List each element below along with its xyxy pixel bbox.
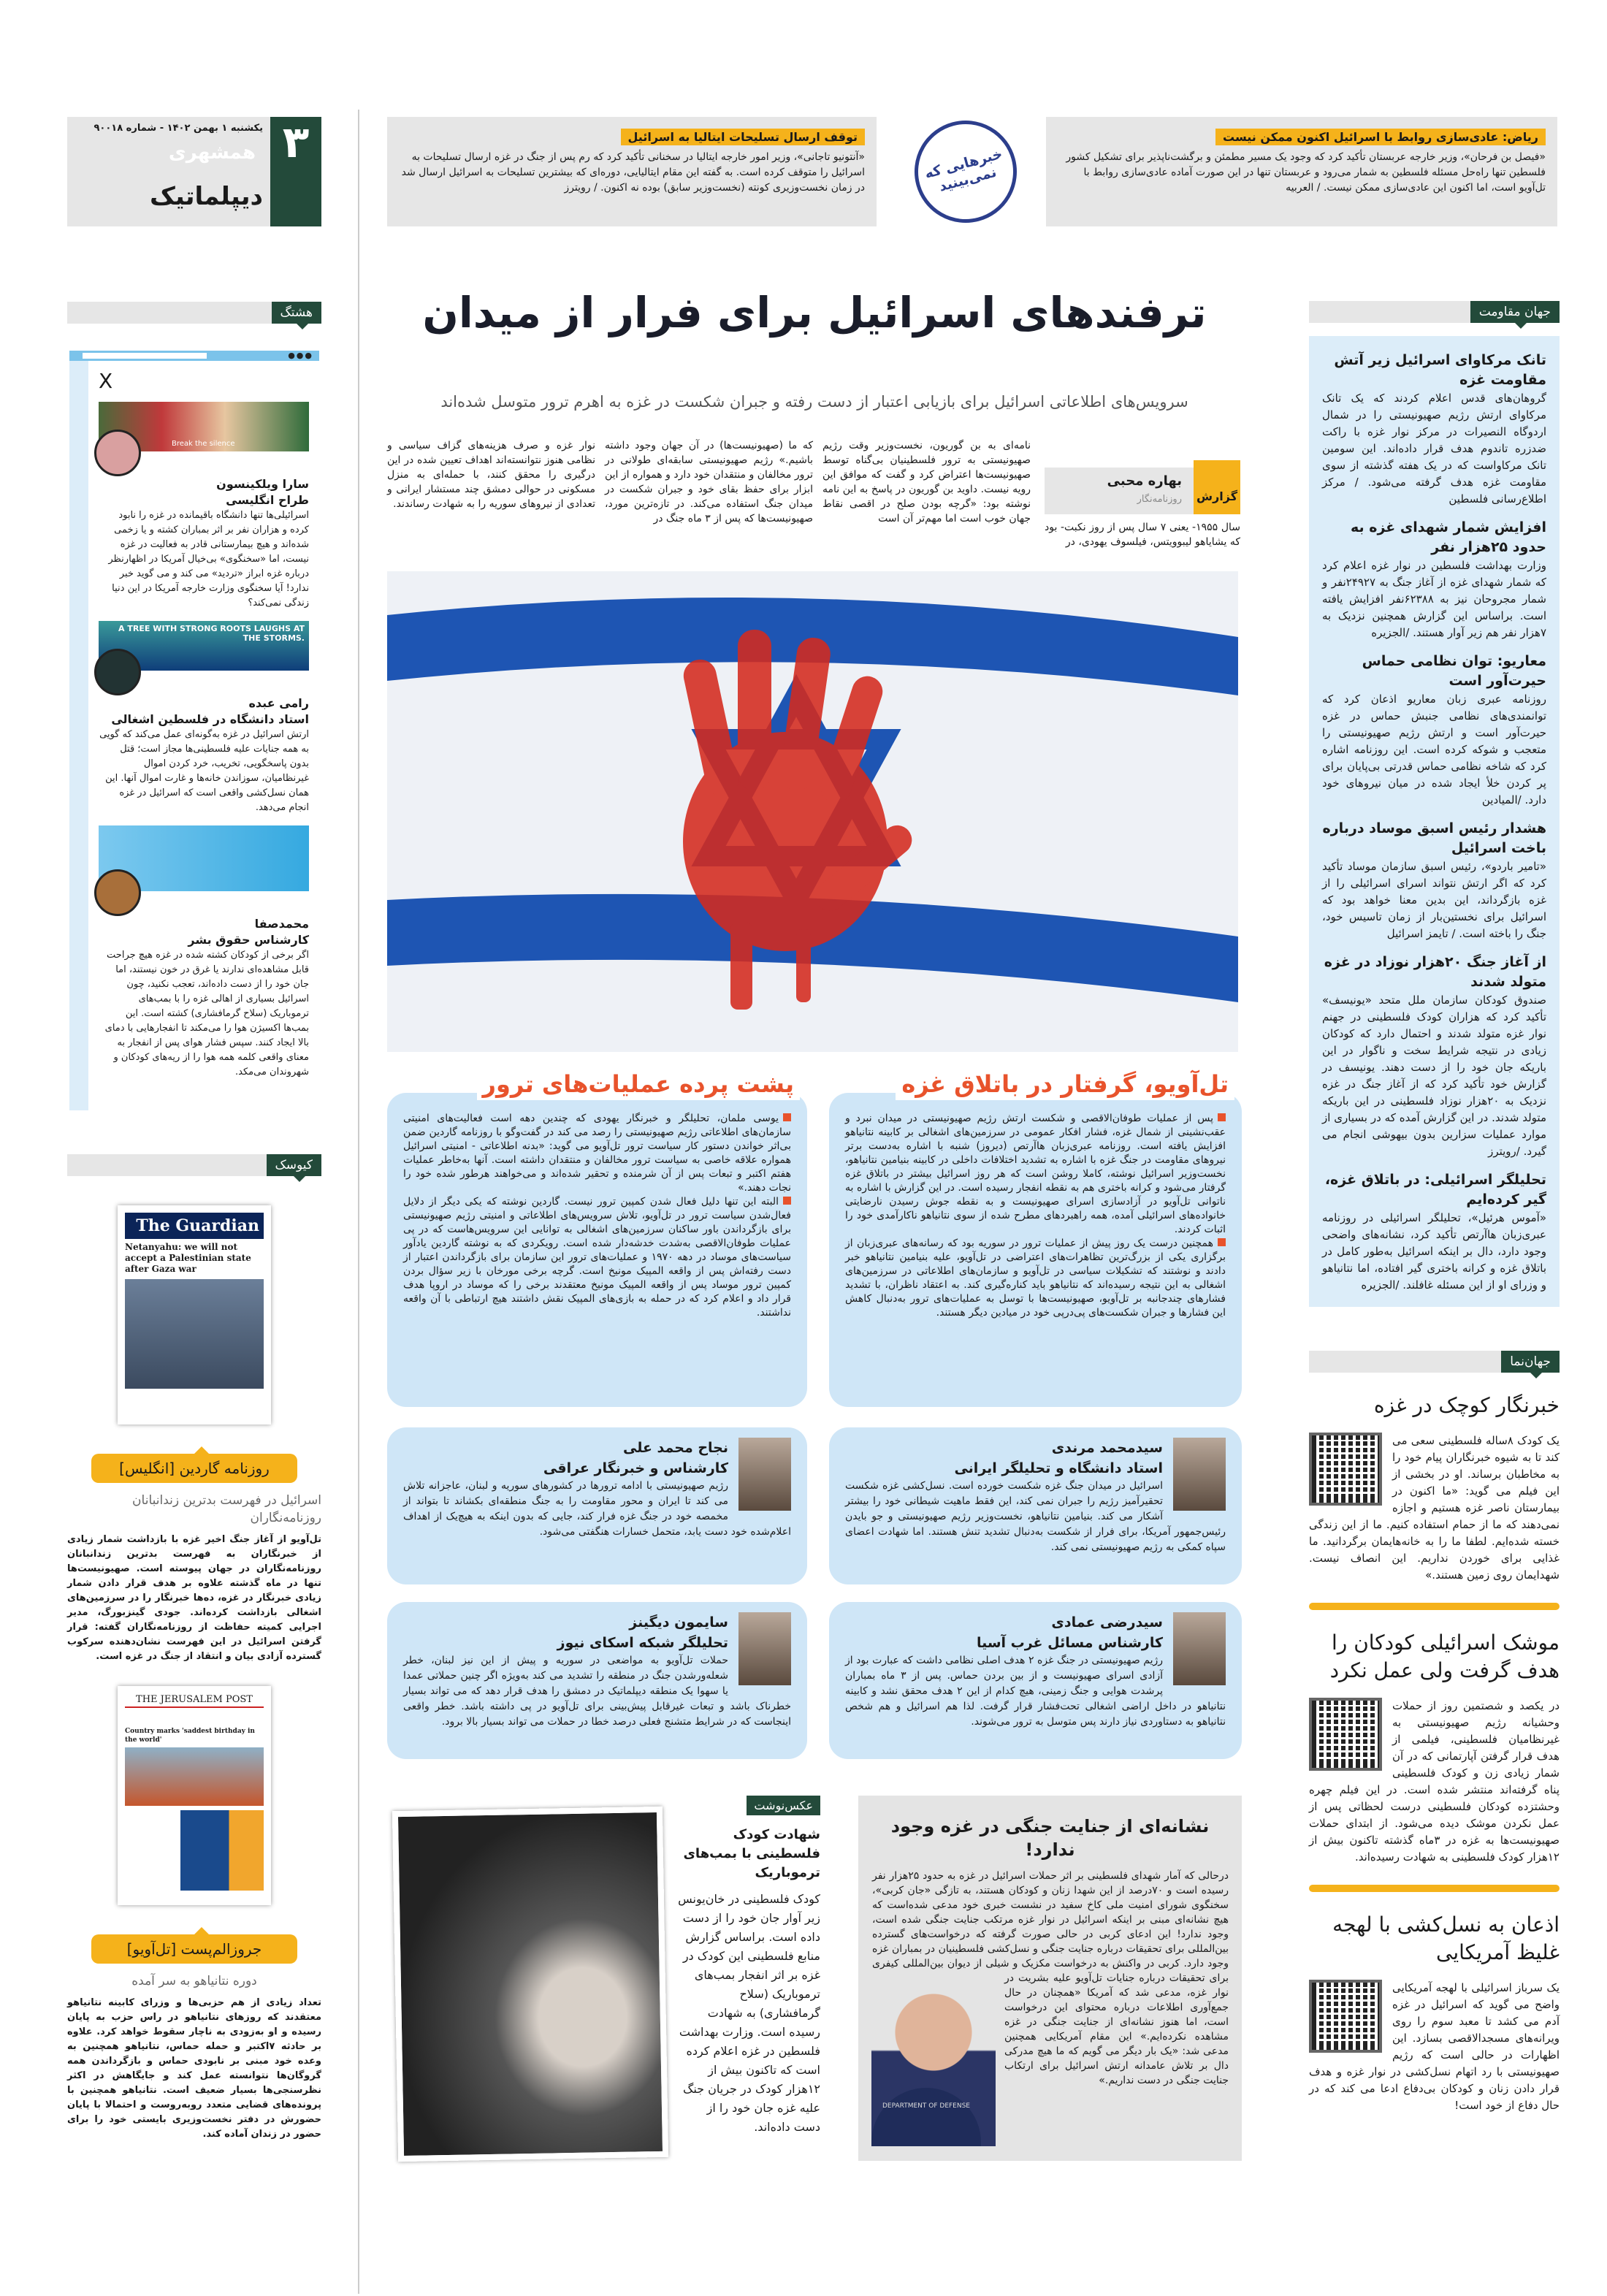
paper-ad: [125, 1810, 264, 1891]
page-number: ۳: [270, 117, 321, 226]
profile-card: [829, 1427, 1242, 1584]
x-logo-icon: X: [99, 369, 113, 393]
photo-caption-tag: عکس‌نوشت: [747, 1796, 820, 1815]
profile-role: کارشناس مسائل غرب آسیا: [976, 1635, 1163, 1651]
article-column: که ما (صهیونیست‌ها) در آن جهان وجود داشته باشیم.» رژیم صهیونیستی سابقه‌ای طولانی در ترور مخالفان و منتقدان خود دارد و همواره از این ابزار برای حفظ بقای خود و جبران شکست در میدان جنگ استفاده می‌کند. در تازه‌ترین مورد، صهیونیست‌ها که پس از ۳ ماه جنگ در: [605, 440, 813, 525]
article-column: نامه‌ای به بن گوریون، نخست‌وزیر وقت رژیم صهیونیستی به ترور فلسطینیان بی‌گناه توسط صهیونیست‌ها اعتراض کرد و گفت که موافق این رویه نیست. داوید بن گوریون در پاسخ به این نامه نوشته بود: «گرچه بودن صلح در اقصی نقاط جهان خوب است اما مهم‌تر آن است: [822, 440, 1031, 525]
avatar: [94, 430, 141, 476]
top-news-left: [387, 117, 877, 226]
paper-masthead: The Guardian: [125, 1213, 264, 1239]
video-text: یک کودک ۸ساله فلسطینی سعی می کند تا به شیوه خبرنگاران پیام خود را به مخاطبان برساند. او در بخشی از این فیلم می گوید: «ما اکنون در بیمارستان ناصر غزه هستیم و اجازه نمی‌دهند که ما از حمام استفاده کنیم. ما از این زندگی خسته شده‌ایم. لطفا ما را به خانه‌هایمان برگردانید. ما غذایی برای خوردن نداریم. این انصاف نیست. شهدایمان روی زمین هستند.»: [1309, 1434, 1560, 1582]
tweet-author-role: کارشناس حقوق بشر: [188, 933, 309, 947]
address-bar: [83, 353, 207, 359]
author-role: روزنامه‌نگار: [1137, 494, 1182, 505]
bullet-icon: [783, 1197, 791, 1205]
box-heading: تل‌آویو، گرفتار در باتلاق غزه: [896, 1068, 1234, 1100]
x-feed: [88, 361, 319, 1110]
portrait-image: [1173, 1438, 1226, 1511]
news-title: هشدار رئیس اسبق موساد درباره باخت اسرائیل: [1322, 820, 1546, 856]
news-title: از آغاز جنگ ۲۰هزار نوزاد در غزه متولد شدند: [1324, 954, 1546, 990]
article-box: [387, 1070, 807, 1407]
kiosk-subtitle: دوره نتانیاهو به سر آمده: [131, 1974, 257, 1988]
tweet-text: اگر برخی از کودکان کشته شده در غزه هیچ جراحت قابل مشاهده‌ای ندارند یا غرق در خون نیستند، اما جان خود را از دست داده‌اند، تعجب نکنید، چون اسرائیل بسیاری از اهالی غزه را با بمب‌های ترموباریک (سلاح گرمافشاری) کشته است. این بمب‌ها اکسیژن هوا را می‌مکند تا انفجارهایی با دمای بالا ایجاد کنند. سپس فشار هوای پس از انفجار به معنای واقعی کلمه همه هوا را از ریه‌های کودکان و شهروندان می‌مکد.: [104, 950, 309, 1078]
bullet-icon: [783, 1113, 791, 1121]
video-text: یک سرباز اسرائیلی با لهجه آمریکایی واضح می گوید که اسرائیل در غزه آدم می کشد تا معبد سوم را روی ویرانه‌های مسجدالاقصی بسازد. این اظهارات در حالی است که رژیم صهیونیستی با رد اتهام نسل‌کشی در نوار غزه و هدف قرار دادن زنان و کودکان بی‌دفاع ادعا می کند که در حال دفاع از خود است!: [1309, 1981, 1560, 2112]
news-text: «آموس هرئیل»، تحلیلگر اسرائیلی در روزنامه عبری‌زبان هاآرتص تأکید کرد، نشانه‌های واضحی وجود دارد، دال بر اینکه اسرائیل به‌طور کامل در باتلاق غزه و کرانه باختری گیر افتاده، اما نتانیاهو و وزرای او از این مسئله غافلند. /الجزیره: [1322, 1211, 1546, 1292]
date-line: یکشنبه ۱ بهمن ۱۴۰۲ - شماره ۹۰۰۱۸: [93, 123, 263, 134]
qr-code-icon[interactable]: [1309, 1980, 1382, 2053]
tweet-author: سارا ویلکینسون: [216, 477, 309, 491]
news-text: وزارت بهداشت فلسطین در نوار غزه اعلام کرد که شمار شهدای غزه از آغاز جنگ به ۲۴۹۲۷نفر و شمار مجروحان نیز به ۶۲۳۸۸نفر افزایش یافته است. براساس این گزارش همچنین نزدیک به ۷هزار نفر هم زیر آوار هستند. /الجزیره: [1322, 559, 1547, 639]
paragraph: همچنین درست یک روز پیش از عملیات ترور در سوریه بود که رسانه‌های عبری‌زبان از برگزاری یکی از بزرگ‌ترین تظاهرات‌های اعتراضی در تل‌آویو، علیه بنیامین نتانیاهو خبر دادند و نوشتند که تشکیلات سیاسی در تل‌آویو و سازمان‌های اطلاعاتی در سرزمین‌های اشغالی به این نتیجه رسیده‌اند که نتانیاهو باید کناره‌گیری کند. به اعتقاد ناظران، با تشدید فشارهای چندجانبه بر تل‌آویو، صهیونیست‌ها با توسل به عملیات‌های ترور به‌دنبال کاهش این فشارها و جبران شکست‌های پی‌درپی خود در میادین دیگر هستند.: [845, 1237, 1226, 1319]
profile-name: سیدمحمد مرندی: [1051, 1440, 1163, 1456]
qr-code-icon[interactable]: [1309, 1433, 1382, 1506]
article-body: درحالی که آمار شهدای فلسطینی بر اثر حملات اسرائیل در غزه به حدود ۲۵هزار نفر رسیده است و ۷۰درصد از این شهدا زنان و کودکان هستند، به تازگی «جان کربی»، سخنگوی شورای امنیت ملی کاخ سفید در نشست خبری خود مدعی شده‌است که هیچ نشانه‌ای مبنی بر اینکه اسرائیل در نوار غزه مرتکب جنایت جنگی شده است، وجود ندارد! این ادعای کربی در حالی صورت گرفته که درخواست‌های گسترده بین‌المللی برای تحقیقات درباره جنایت جنگی و نسل‌کشی فلسطینیان در بمباران غزه وجود دارد. کربی در واکنش به درخواست مکزیک و شیلی از دیوان بین‌المللی کیفری برای تحقیقات درباره جنایات تل‌آویو علیه بشریت در نوار غزه، مدعی شد که آمریکا «همچنان در حال جمع‌آوری اطلاعات درباره محتوای این درخواست است، اما هنوز نشانه‌ای از جنایت جنگی در غزه مشاهده نکرده‌ایم.» این مقام آمریکایی همچنین مدعی شد: «یک بار دیگر می گویم که ما هیچ مدرکی دال بر تلاش عامدانه ارتش اسرائیل برای ارتکاب جنایت جنگی در دست نداریم.»: [872, 1870, 1229, 2086]
resistance-news-box: [1309, 336, 1560, 1307]
paragraph: البته این تنها دلیل فعال شدن کمپین ترور نیست. گاردین نوشته که یکی دیگر از دلایل فعال‌شدن سیاست ترور در تل‌آویو، تلاش سرویس‌های اطلاعاتی و امنیتی رژیم صهیونیستی برای بازگرداندن باور ساکنان سرزمین‌های اشغالی به توانایی این سرویس‌هاست که در پی عملیات طوفان‌الاقصی به‌شدت خدشه‌دار شده است. رویکردی که به نوشته گاردین یادآور سیاست‌های موساد در دهه ۱۹۷۰ و عملیات‌های ترور این سازمان برای بازگرداندن اعتبار از دست رفته‌اش پس از واقعه المپیک مونیخ است. گرچه برخی مورخان با زیر سؤال بردن کمپین ترور موساد پس از واقعه المپیک مونیخ معتقدند برخی را که موساد در اروپا هدف قرار داد و اعلام کرد که در حمله به بازی‌های المپیک نقش داشتند هیچ ارتباطی با آن واقعه نداشتند.: [403, 1196, 791, 1319]
article-column: نوار غزه و صرف هزینه‌های گزاف سیاسی و نظامی هنوز نتوانسته‌اند اهداف تعیین شده در این درگیری را محقق کنند، با حمله‌ای به منزل مسکونی در حوالی دمشق چند مستشار ایرانی و تعدادی از نیروهای سوریه را به شهادت رساندند.: [387, 440, 595, 510]
podium-seal: DEPARTMENT OF DEFENSE: [871, 2088, 981, 2146]
tweet-banner: A TREE WITH STRONG ROOTS LAUGHS AT THE STORMS.: [99, 621, 309, 671]
kirby-article: [858, 1796, 1242, 2161]
news-title: معاریو: توان نظامی حماس حیرت‌آور است: [1362, 653, 1546, 689]
profile-role: استاد دانشگاه و تحلیلگر ایرانی: [954, 1460, 1163, 1476]
paper-label: جروزالم‌پست [تل‌آویو]: [91, 1934, 297, 1964]
supplement-name: همشهری: [168, 142, 256, 164]
byline: [1045, 468, 1240, 514]
jerusalem-post-front-page: [118, 1686, 271, 1905]
stamp-icon: [903, 109, 1028, 234]
worldview-list: [1309, 1381, 1560, 2114]
tweet-author: رامی عبده: [248, 696, 309, 710]
news-text: گروهان‌های قدس اعلام کردند که یک تانک مرکاوای ارتش رژیم صهیونیستی را در شمال اردوگاه النصیرات در مرکز نوار غزه با راکت ضدزره تاندوم هدف قرار داده‌اند. این سومین تانک مرکاواست که در یک هفته گذشته از سوی مقاومت غزه هدف گرفته می‌شود. / مرکز اطلاع‌رسانی فلسطین: [1322, 392, 1546, 506]
news-title: تانک مرکاوای اسرائیل زیر آتش مقاومت غزه: [1334, 352, 1546, 388]
guardian-front-page: [118, 1205, 271, 1424]
profile-quote: رژیم صهیونیستی با ادامه ترورها در کشورهای سوریه و لبنان، عاجزانه تلاش می کند تا ایران و محور مقاومت را به جنگ منطقه‌ای بکشاند تا بتواند از مخمصه خود در جنگ غزه فرار کند، جایی که بدون اینکه به هیچ‌یک از اهداف اعلام‌شده خود دست یابد، متحمل خسارات هنگفتی می‌شود.: [403, 1480, 791, 1538]
logo: دیپلماتیک: [150, 182, 263, 211]
section-tag-kiosk: [67, 1154, 321, 1176]
profile-name: نجاح محمد علی: [622, 1440, 728, 1456]
portrait-image: [1173, 1612, 1226, 1685]
paper-photo: [125, 1747, 264, 1806]
news-text: روزنامه عبری زبان معاریو اذعان کرد که توانمندی‌های نظامی جنبش حماس در غزه حیرت‌آور است و ارتش رژیم صهیونیستی را متعجب و شوکه کرده است. این روزنامه اشاره کرد که شاخه نظامی حماس قدرتی بی‌پایان برای پر کردن خلأ ایجاد شده در میان نیروهای خود دارد. /المیادین: [1322, 693, 1546, 806]
video-title: اذعان به نسل‌کشی با لهجه غلیظ آمریکایی: [1332, 1912, 1560, 1964]
divider: [1309, 1885, 1560, 1892]
top-news-title: توقف ارسال تسلیحات ایتالیا به اسرائیل: [621, 129, 865, 145]
bottom-row: [387, 1796, 1242, 2161]
news-title: افزایش شمار شهدای غزه به حدود ۲۵هزار نفر: [1350, 519, 1546, 555]
photo-caption-title: شهادت کودک فلسطینی با بمب‌های ترموباریک: [683, 1827, 820, 1880]
israeli-flag-red-hand-image: [387, 571, 1238, 1052]
center-lower-section: [387, 1068, 1242, 2161]
kiosk-subtitle: اسرائیل در فهرست بدترین زندانبانان روزنامه‌نگاران: [132, 1493, 321, 1525]
profile-role: کارشناس و خبرنگار عراقی: [543, 1460, 728, 1476]
divider: [1309, 1603, 1560, 1610]
section-tag-label: هشتگ: [272, 302, 321, 324]
x-feed-window: [69, 351, 319, 1110]
top-news-body: «فیصل بن فرحان»، وزیر خارجه عربستان تأکید کرد که وجود یک مسیر مطمئن و برگشت‌ناپذیر برای تشکیل کشور فلسطین تنها راه‌حل مسئله فلسطین به شمار می‌رود و عربستان تنها در این صورت آماده عادی‌سازی روابط با تل‌آویو است، اما اکنون این عادی‌سازی ممکن نیست. / العربیه: [1066, 151, 1546, 194]
profile-card: [387, 1427, 807, 1584]
tweet-author-role: طراح انگلیسی: [226, 493, 309, 507]
profile-card: [829, 1602, 1242, 1759]
author-name: بهاره محبی: [1107, 473, 1182, 489]
news-text: صندوق کودکان سازمان ملل متحد «یونیسف» تأکید کرد که هزاران کودک فلسطینی در جهنم نوار غزه متولد شدند و احتمال دارد که کودکان زیادی در نتیجه شرایط سخت و ناگوار در این باریکه جان خود را از دست دهند. یونیسف در گزارش خود تأکید کرد که از آغاز جنگ در غزه نزدیک به ۲۰هزار نوزاد فلسطینی در این باریکه متولد شدند. در این گزارش آمده که در بسیاری از موارد عملیات سزارین بدون بیهوشی انجام می گیرد. /رویترز: [1322, 993, 1546, 1158]
masthead: [67, 117, 321, 226]
tweet-author-role: استاد دانشگاه در فلسطین اشغالی: [111, 712, 309, 726]
top-news-body: «آنتونیو تاجانی»، وزیر امور خارجه ایتالیا در سخنانی تأکید کرد که رم پس از جنگ در غزه ارسال تسلیحات به اسرائیل را متوقف کرده است. به گفته این مقام ایتالیایی، دوره‌ای که بیشترین تسلیحات به اسرائیل ارسال شد در زمان نخست‌وزیری کونته (نخست‌وزیر سابق) بوده نه اکنون. / رویترز: [401, 151, 865, 194]
tweet-author: محمدصفا: [254, 917, 309, 931]
section-tag-label: جهان مقاومت: [1470, 301, 1560, 323]
paper-masthead: THE JERUSALEM POST: [125, 1693, 264, 1708]
right-column: [1309, 301, 1560, 2114]
paper-photo: [125, 1279, 264, 1389]
video-title: موشک اسرائیلی کودکان را هدف گرفت ولی عمل نکرد: [1329, 1631, 1560, 1682]
paper-headline: Country marks 'saddest birthday in the world': [125, 1728, 255, 1744]
kiosk-text: تعداد زیادی از هم حزبی‌ها و وزرای کابینه نتانیاهو معتقدند که روزهای نتانیاهو در راس حزب به پایان رسیده و او به‌زودی به ناچار سقوط خواهد کرد. علاوه بر حادثه ۷اکتبر و حمله حماس، نتانیاهو همچنین به وعده خود مبنی بر نابودی حماس و بازگرداندن همه گروگان‌ها نتوانسته عمل کند و جایگاهش در اکثر نظرسنجی‌ها بسیار ضعیف است. نتانیاهو همچنین با پرونده‌های قضایی متعدد روبه‌روست و احتمالا با پایان حضورش در دفتر نخست‌وزیری بایستی خود را برای حضور در زندان آماده کند.: [67, 1997, 321, 2140]
avatar: [94, 649, 141, 695]
qr-code-icon[interactable]: [1309, 1698, 1382, 1771]
bullet-icon: [1218, 1238, 1226, 1246]
photo-caption: [677, 1796, 820, 2137]
profile-quote: اسرائیل در میدان جنگ غزه شکست خورده است. نسل‌کشی غزه شکست تحقیرآمیز رژیم را جبران نمی کند، این فقط ماهیت شیطانی خود را بیشتر آشکار می کند. بنیامین نتانیاهو، نخست‌وزیر رژیم صهیونیستی و جو بایدن رئیس‌جمهور آمریکا، برای فرار از شکست به‌دنبال تشدید تنش هستند. اما شهادت اعضای سپاه کمکی به رژیم صهیونیستی نمی کند.: [845, 1480, 1226, 1553]
portrait-image: [738, 1438, 791, 1511]
spokesman-photo: [871, 1971, 996, 2146]
profile-name: سایمون دیگینز: [629, 1614, 728, 1631]
section-tag-worldview: [1309, 1351, 1560, 1373]
news-title: تحلیلگر اسرائیلی: در باتلاق غزه، گیر کرده‌ایم: [1324, 1172, 1546, 1208]
profile-card: [387, 1602, 807, 1759]
top-news-title: ریاض: عادی‌سازی روابط با اسرائیل اکنون ممکن نیست: [1215, 129, 1546, 145]
profile-name: سیدرضی عمادی: [1051, 1614, 1163, 1631]
box-heading: پشت پرده عملیات‌های ترور: [477, 1068, 800, 1100]
report-tag: گزارش: [1194, 460, 1240, 514]
news-text: «تامیر باردو»، رئیس اسبق سازمان موساد تأکید کرد که اگر ارتش نتواند اسرای اسرائیلی را از غزه بازگرداند، این بدین معنا خواهد بود که اسرائیل برای نخستین‌بار از زمان تاسیس خود، جنگ را باخته است. / تایمز اسرائیل: [1322, 860, 1546, 940]
article-heading: نشانه‌ای از جنایت جنگی در غزه وجود ندارد!: [890, 1816, 1210, 1860]
tweet-text: اسرائیلی‌ها تنها دانشگاه باقیمانده در غزه را نابود کرده و هزاران نفر بر اثر بمباران کشته و یا زخمی شده‌اند و هیچ بیمارستانی قادر به فعالیت در غزه نیست، اما «سخنگوی» بی‌خیال آمریکا در اظهارنظر درباره غزه ابراز «تردید» می کند و می گوید خبر ندارد! آیا سخنگوی وزارت خارجه آمریکا در این دنیا زندگی نمی‌کند؟: [108, 510, 309, 609]
paragraph: یوسی ملمان، تحلیلگر و خبرنگار یهودی که چندین دهه است فعالیت‌های امنیتی سازمان‌های اطلاعاتی رژیم صهیونیستی را رصد می کند در گفت‌وگو با روزنامه گاردین ضمن بی‌اثر خواندن دستور کار سیاست ترور تل‌آویو می گوید: «بدنه اطلاعاتی - امنیتی اسرائیل همواره علاقه خاصی به سیاست ترور مخالفان و منتقدان داشته است. آنها به‌خاطر عملیات هفتم اکتبر و تبعات پس از آن شرمنده و تحقیر شده‌اند و می‌خواهند هرطور شده خود را نجات دهند.»: [403, 1113, 791, 1194]
avatar: [94, 869, 141, 916]
portrait-image: [738, 1612, 791, 1685]
profile-role: تحلیلگر شبکه اسکای نیوز: [557, 1635, 728, 1651]
tweet-text: ارتش اسرائیل در غزه به‌گونه‌ای عمل می‌کند که گویی به همه جنایات علیه فلسطینی‌ها مجاز است؛ قتل بدون پاسخگویی، تخریب، خرد کردن اموال غیرنظامیان، سوزاندن خانه‌ها و غارت اموال آنها. این همان نسل‌کشی واقعی است که اسرائیل در غزه انجام می‌دهد.: [99, 729, 309, 813]
page-title: ترفندهای اسرائیل برای فرار از میدان: [422, 288, 1207, 337]
section-tag-label: جهان‌نما: [1501, 1351, 1560, 1373]
window-dots-icon: ●●●: [288, 351, 313, 360]
child-rubble-photo: [392, 1807, 668, 2162]
article-column: سال ۱۹۵۵- یعنی ۷ سال پس از روز نکبت- بود که یشایاهو لیبوویتس، فیلسوف یهودی، در: [1045, 522, 1240, 548]
article-box: [829, 1070, 1242, 1407]
section-tag-resistance: [1309, 301, 1560, 323]
left-column: [67, 302, 321, 2142]
bullet-icon: [1218, 1113, 1226, 1121]
kiosk-text: تل‌آویو از آغاز جنگ اخیر غزه با بازداشت شمار زیادی از خبرنگاران به فهرست بدترین زندانبانان روزنامه‌نگاران در جهان پیوسته است. صهیونیست‌ها تنها در ماه گذشته علاوه بر هدف قرار دادن شمار زیادی خبرنگار در غزه، ده‌ها خبرنگار را در سرزمین‌های اشغالی بازداشت کرده‌اند. جودی گینزبورگ، مدیر اجرایی کمیته حفاظت از روزنامه‌نگاران گفته: قرار گرفتن اسرائیل در این فهرست نشان‌دهنده سرکوب گسترده آزادی بیان و انتقاد از جنگ در غزه است.: [67, 1534, 321, 1662]
profile-quote: رژیم صهیونیستی در جنگ غزه ۲ هدف اصلی نظامی داشت که عبارت بود از آزادی اسرای صهیونیست و از بین بردن حماس. پس از ۳ ماه بمباران پرشدت هوایی و جنگ زمینی، هیچ کدام از این ۲ هدف محقق نشد و کابینه نتانیاهو در داخل اراضی اشغالی تحت‌فشار قرار گرفت. لذا هم اسرائیل و هم شخص نتانیاهو به دستاوردی نیاز دارند پس متوسل به ترور می‌شوند.: [845, 1655, 1226, 1728]
paper-label: روزنامه گاردین [انگلیس]: [91, 1454, 297, 1483]
section-tag-hashtag: [67, 302, 321, 324]
sub-headline: سرویس‌های اطلاعاتی اسرائیل برای بازیابی اعتبار از دست رفته و جبران شکست در غزه به اهرم ترور متوسل شده‌اند: [440, 393, 1188, 411]
column-divider: [358, 110, 359, 2294]
video-title: خبرنگار کوچک در غزه: [1373, 1393, 1560, 1417]
tweet-banner: Break the silence: [99, 402, 309, 451]
stamp-text: خبرهایی که نمی‌بینید: [923, 145, 1004, 195]
top-news-right: [1046, 117, 1557, 226]
paragraph: پس از عملیات طوفان‌الاقصی و شکست ارتش رژیم صهیونیستی در میدان نبرد و عقب‌نشینی از شمال غزه، فشار افکار عمومی در سرزمین‌های اشغالی بر کابینه نتانیاهو افزایش یافته است. روزنامه عبری‌زبان هاآرتص (دیروز) شنبه با اشاره به‌دست برتر نیروهای مقاومت در جنگ غزه با اشاره به تشدید اختلافات داخلی در کابینه بنیامین نتانیاهو، نخست‌وزیر اسرائیل نوشته، کاملا روشن است که هر روز اسرائیل بیشتر در باتلاق غزه گرفتار می‌شود و کرانه باختری هم به نقطه انفجار رسیده است. در این گزارش با اشاره به ناتوانی تل‌آویو در آزادسازی اسرای صهیونیست و به نقطه جوش رسیدن نارضایتی خانواده‌های اسرائیلی آمده، همه راهبردهای مطرح شده از سوی نتانیاهو ناکارآمدی خود را اثبات کردند.: [845, 1113, 1226, 1235]
profile-quote: حملات تل‌آویو به مواضعی در سوریه و پیش از این نیز لبنان، خطر شعله‌ورشدن جنگ در منطقه را تشدید می کند به‌ویژه اگر چنین حملاتی عمدا یا سهوا یک منطقه دیپلماتیک در دمشق را هدف قرار دهد که می تواند بسیار خطرناک باشد و تبعات غیرقابل پیش‌بینی برای تل‌آویو در پی داشته باشد. خطر واقعی اینجاست که در شرایط متشنج فعلی درصد خطا در حملات می تواند بسیار بالا برود.: [403, 1655, 791, 1728]
paper-headline: Netanyahu: we will not accept a Palestinian state after Gaza war: [125, 1242, 251, 1274]
video-text: در یکصد و شصتمین روز از حملات وحشیانه رژیم صهیونیستی به غیرنظامیان فلسطینی، فیلمی از هدف قرار گرفتن آپارتمانی که در آن شمار زیادی زن و کودک فلسطینی پناه گرفته‌اند منتشر شده است. در این فیلم چهره وحشتزده کودکان فلسطینی درست لحظاتی پس از عمل نکردن موشک دیده می‌شود. از ابتدای حملات صهیونیست‌ها به غزه در ۳ماه گذشته تاکنون بیش از ۱۲هزار کودک فلسطینی به شهادت رسیده‌اند.: [1309, 1699, 1560, 1864]
section-tag-label: کیوسک: [267, 1154, 321, 1176]
photo-caption-text: کودک فلسطینی در خان‌یونس زیر آوار جان خود را از دست داده است. براساس گزارش منابع فلسطینی این کودک در غزه بر اثر انفجار بمب‌های ترموباریک (سلاح گرمافشاری) به شهادت رسیده است. وزارت بهداشت فلسطین در غزه اعلام کرده است که تاکنون بیش از ۱۲هزار کودک در جریان جنگ علیه غزه جان خود را از دست داده‌اند.: [678, 1892, 820, 2134]
